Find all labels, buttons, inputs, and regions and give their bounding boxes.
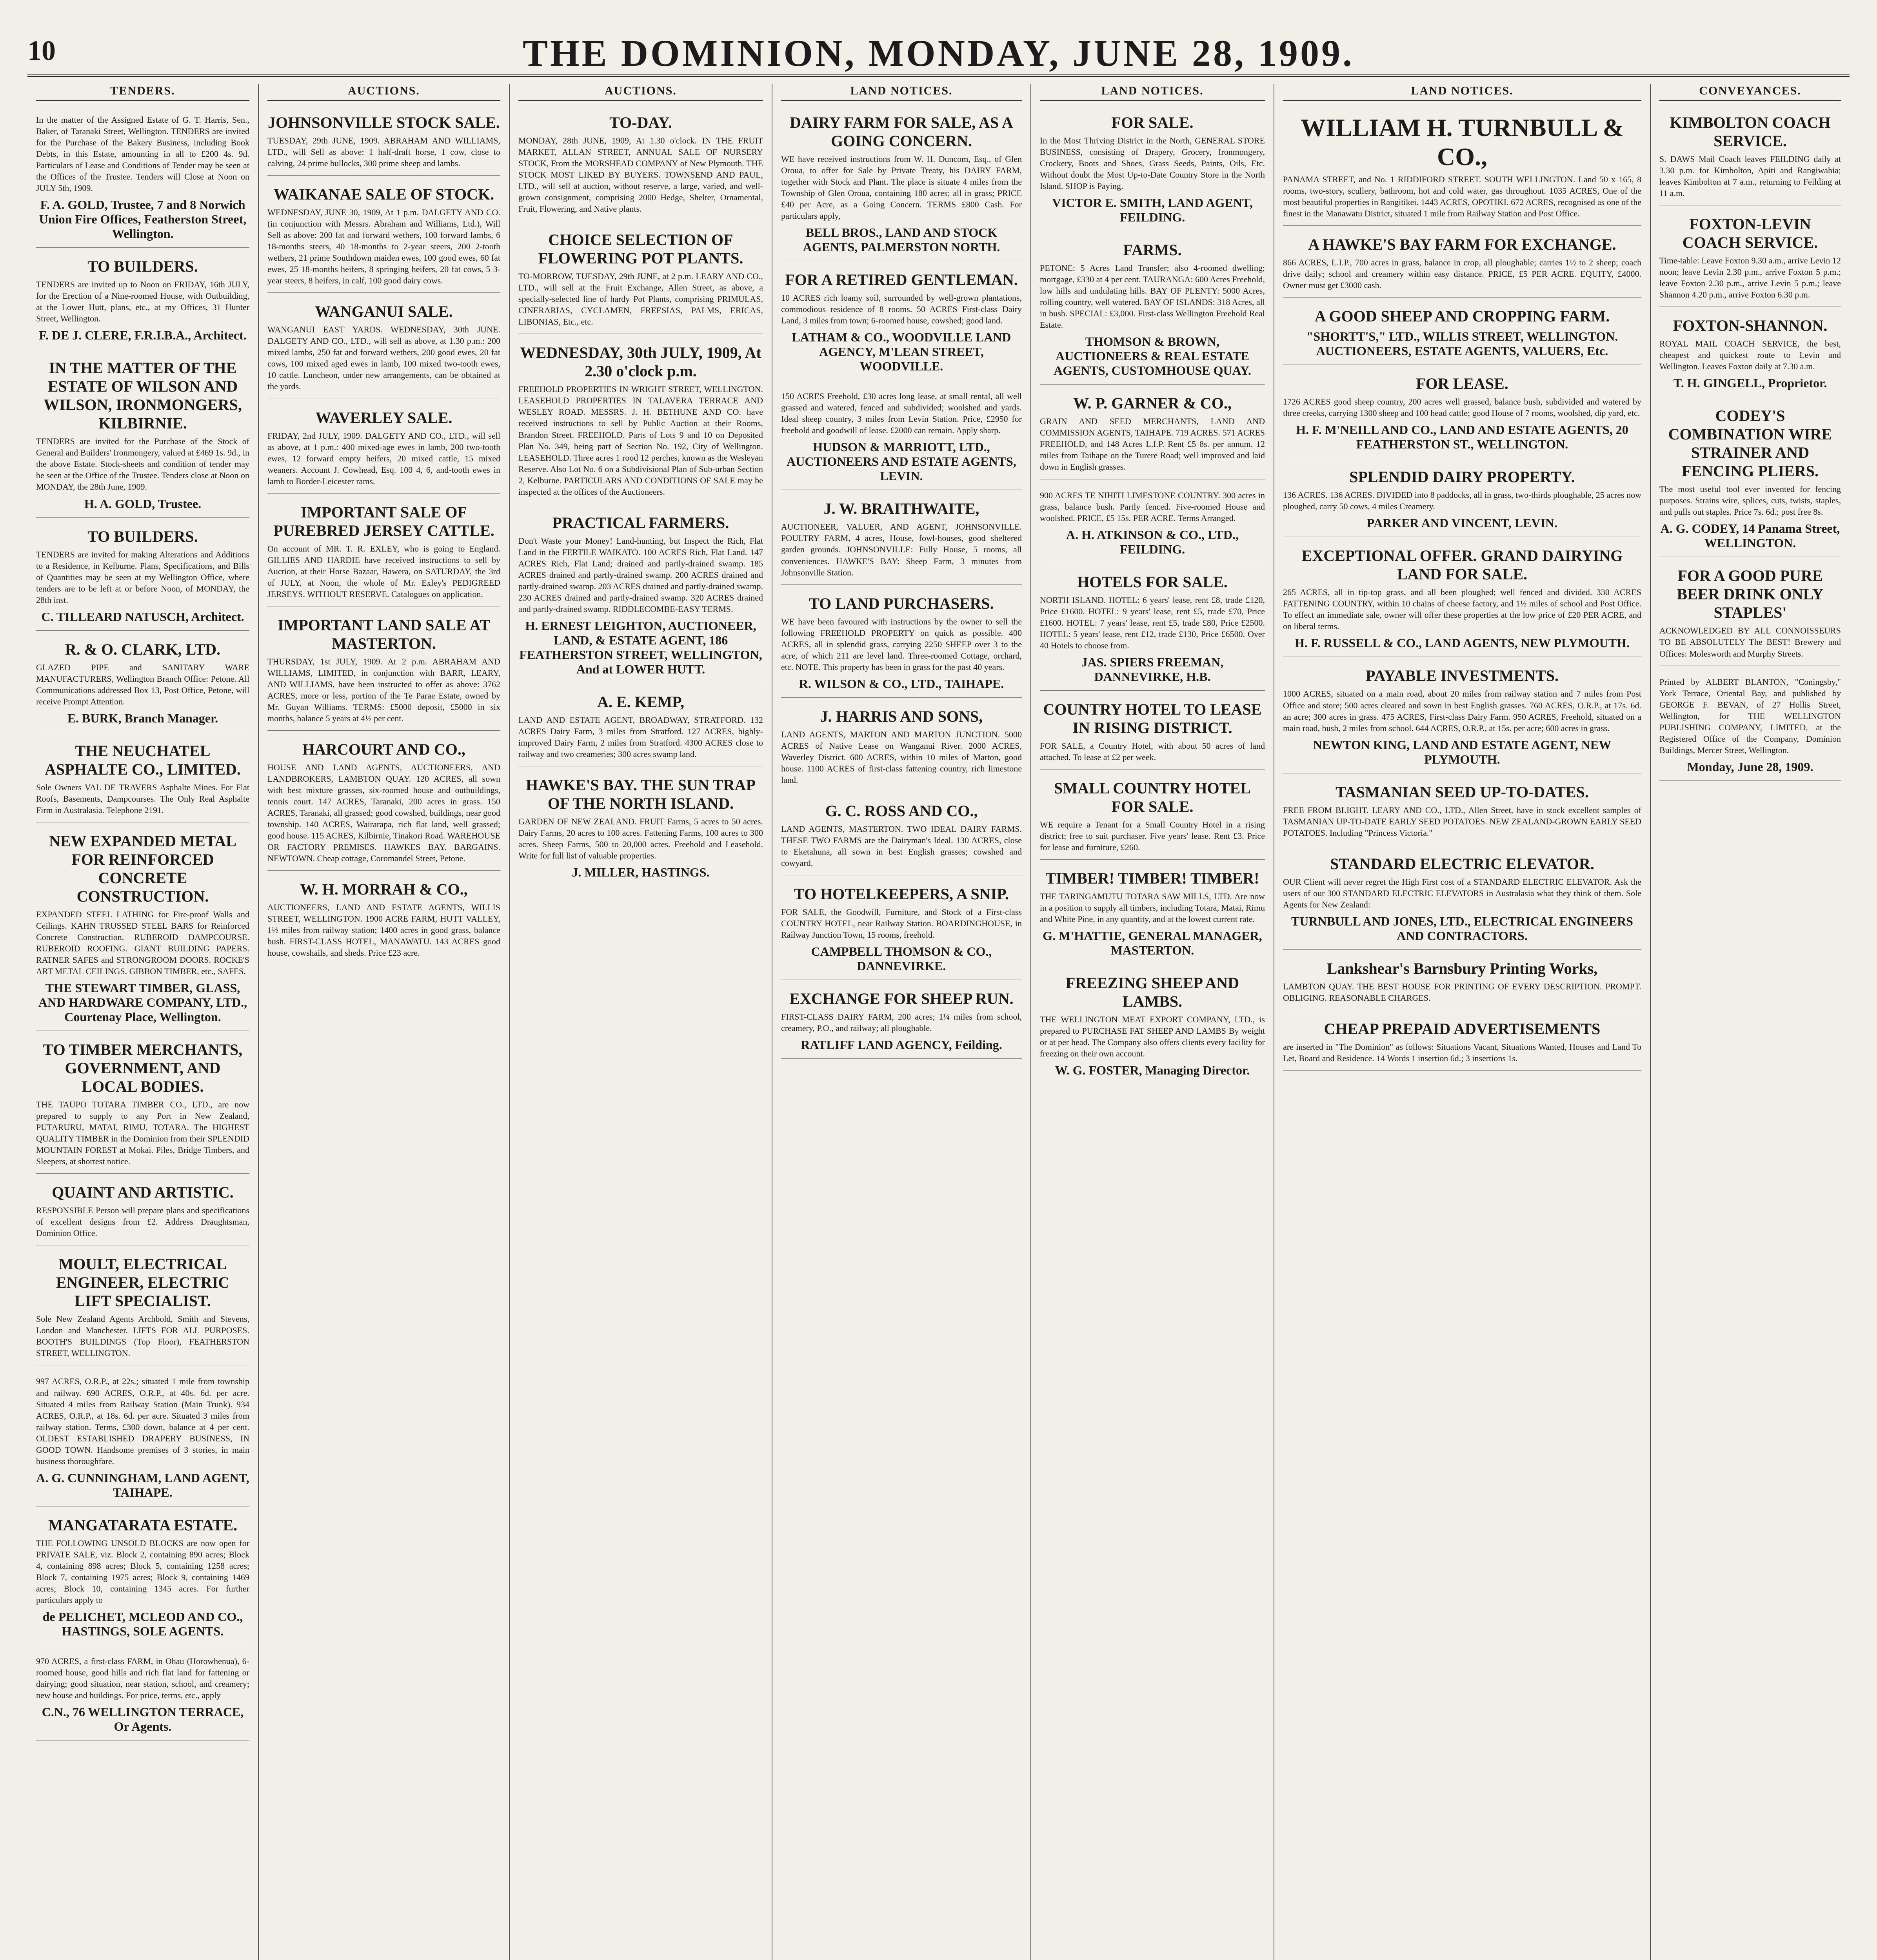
ad-body: Time-table: Leave Foxton 9.30 a.m., arrive Levin 12 noon; leave Levin 2.30 p.m., arrive Foxton 5 p.m.; leave Foxton 2.30 p.m., arrive Levin 5 p.m.; leave Shannon 4.20 p.m., arrive Foxton 6.30 p.m. [1659, 256, 1841, 300]
advertisement [518, 225, 763, 334]
advertisement [781, 879, 1022, 980]
ad-title: A. E. KEMP, [597, 693, 684, 711]
ad-body: HOUSE AND LAND AGENTS, AUCTIONEERS, AND LANDBROKERS, LAMBTON QUAY. 120 ACRES, all sown with best mixture grasses, six-roomed house and outbuildings, tennis court. 147 ACRES, Taranaki, 200 acres in grass. 150 ACRES, Taranaki, all grassed; good cowshed, buildings, near good township. 140 ACRES, Wairarapa, rich flat land, well grassed; good house. 115 ACRES, Kilbirnie, Tinakori Road. WAREHOUSE OR FACTORY PREMISES. HAWKES BAY. BARGAINS. NEWTOWN. Cheap cottage, Coromandel Street, Petone. [267, 762, 500, 864]
ad-body: 1726 ACRES good sheep country, 200 acres well grassed, balance bush, subdivided and watered by three creeks, carrying 1300 sheep and 100 head cattle; good House of 7 rooms, woolshed, dip yard, etc. [1283, 397, 1641, 418]
ad-advertiser: F. DE J. CLERE, F.R.I.B.A., Architect. [39, 328, 247, 343]
ad-title: EXCEPTIONAL OFFER. GRAND DAIRYING LAND FOR SALE. [1301, 547, 1623, 583]
ad-body: FIRST-CLASS DAIRY FARM, 200 acres; 1¼ miles from school, creamery, P.O., and railway; all ploughable. [781, 1012, 1022, 1033]
ad-title: W. H. MORRAH & CO., [300, 880, 468, 898]
ad-title: QUAINT AND ARTISTIC. [52, 1183, 234, 1201]
ad-body: WEDNESDAY, JUNE 30, 1909, At 1 p.m. DALGETY AND CO. (in conjunction with Messrs. Abraham and Williams, Ltd.), Will Sell as above: 200 fat and forward wethers, 100 forward lambs, 6 18-months steers, 40 18-months to 2-year steers, 200 2-tooth wethers, 21 prime Southdown maiden ewes, 100 good ewes, 60 fat ewes, 25 18-months heifers, 8 springing heifers, 20 fat cows, 5 3-year steers, 8 heifers, in calf, 100 good dairy cows. [267, 207, 500, 286]
ad-title: FOR LEASE. [1416, 375, 1508, 393]
ad-title: FOR A GOOD PURE BEER DRINK ONLY STAPLES' [1677, 567, 1824, 622]
ad-title: TO BUILDERS. [87, 258, 198, 276]
ad-body: TUESDAY, 29th JUNE, 1909. ABRAHAM AND WILLIAMS, LTD., will Sell as above: 1 half-draft horse, 1 cow, close to calving, 24 prime bullocks, 300 prime sheep and lambs. [267, 136, 500, 169]
ad-advertiser: R. WILSON & CO., LTD., TAIHAPE. [799, 676, 1004, 691]
advertisement [781, 796, 1022, 875]
ad-body: THE WELLINGTON MEAT EXPORT COMPANY, LTD., is prepared to PURCHASE FAT SHEEP AND LAMBS By weight or at per head. The Company also offers clients every facility for freezing on their own account. [1040, 1014, 1265, 1059]
page-number: 10 [27, 35, 56, 66]
ad-body: Don't Waste your Money! Land-hunting, but Inspect the Rich, Flat Land in the FERTILE WAIKATO. 100 ACRES Rich, Flat Land. 147 ACRES Rich, Flat Land; drained and partly-drained swamp. 185 ACRES drained and partly-drained swamp. 200 ACRES drained and partly-drained swamp. 203 ACRES drained and partly-drained swamp. 230 ACRES drained and partly-drained swamp. 320 ACRES drained and partly-drained swamp. RIDDLECOMBE-EASY TERMS. [518, 535, 763, 614]
advertisement [36, 108, 249, 248]
ad-body: On account of MR. T. R. EXLEY, who is going to England. GILLIES AND HARDIE have received instructions to sell by Auction, at their Horse Bazaar, Hawera, on SATURDAY, the 3rd of JULY, at Noon, the whole of Mr. Exley's PEDIGREED JERSEYS. WITHOUT RESERVE. Catalogues on application. [267, 543, 500, 599]
ad-body: PANAMA STREET, and No. 1 RIDDIFORD STREET. SOUTH WELLINGTON. Land 50 x 165, 8 rooms, two-story, scullery, bathroom, hot and cold water, gas throughout. 1035 ACRES, One of the most beautiful properties in Rangitikei. 1443 ACRES, OPOTIKI. 672 ACRES, recognised as one of the finest in the Manawatu District, situated 1 mile from Railway Station and Post Office. [1283, 174, 1641, 219]
masthead [27, 27, 1850, 77]
ad-advertiser: H. F. M'NEILL AND CO., LAND AND ESTATE AGENTS, 20 FEATHERSTON ST., WELLINGTON. [1296, 423, 1628, 452]
column-heading: AUCTIONS. [518, 84, 763, 101]
ad-title: CHEAP PREPAID ADVERTISEMENTS [1324, 1020, 1601, 1038]
column-7 [1651, 84, 1850, 1960]
advertisement [36, 353, 249, 517]
ad-body: 150 ACRES Freehold, £30 acres long lease, at small rental, all well grassed and watered, fenced and subdivided; woolshed and yards. Ideal sheep country, 3 miles from Levin Station. Price, £2950 for freehold and goodwill of lease. £2000 can remain. Apply sharp. [781, 391, 1022, 436]
column-1 [27, 84, 259, 1960]
ad-body: GRAIN AND SEED MERCHANTS, LAND AND COMMISSION AGENTS, TAIHAPE. 719 ACRES. 571 ACRES FREEHOLD, and 148 Acres L.I.P. Rent £5 8s. per annum. 12 miles from Taihape on the Turere Road; well improved and laid down in English grasses. [1040, 416, 1265, 472]
advertisement [267, 875, 500, 965]
ad-body: THE TAUPO TOTARA TIMBER CO., LTD., are now prepared to supply to any Port in New Zealand, PUTARURU, MATAI, RIMU, TOTARA. The HIGHEST QUALITY TIMBER in the Dominion from their SPLENDID MOUNTAIN FOREST at Mokai. Piles, Bridge Timbers, and Sleepers, at shortest notice. [36, 1100, 249, 1167]
ad-advertiser: THOMSON & BROWN, AUCTIONEERS & REAL ESTATE AGENTS, CUSTOMHOUSE QUAY. [1054, 334, 1251, 378]
advertisement [1659, 561, 1841, 666]
ad-title: IMPORTANT SALE OF PUREBRED JERSEY CATTLE. [273, 503, 494, 539]
ad-body: In the Most Thriving District in the North, GENERAL STORE BUSINESS, consisting of Drapery, Grocery, Ironmongery, Crockery, Boots and Shoes, Grass Seeds, Paints, Oils, Etc. Without doubt the Most Up-to-Date Country Store in the North Island. SHOP is Paying. [1040, 136, 1265, 191]
ad-body: GLAZED PIPE and SANITARY WARE MANUFACTURERS, Wellington Branch Office: Petone. All Communications addressed Box 13, Post Office, Petone, will receive Prompt Attention. [36, 662, 249, 706]
advertisement [36, 1035, 249, 1174]
ad-title: DAIRY FARM FOR SALE, AS A GOING CONCERN. [790, 114, 1013, 150]
ad-advertiser: C. TILLEARD NATUSCH, Architect. [41, 609, 244, 624]
ad-title: WAIKANAE SALE OF STOCK. [273, 185, 494, 203]
ad-title: TO HOTELKEEPERS, A SNIP. [794, 885, 1009, 903]
ad-advertiser: HUDSON & MARRIOTT, LTD., AUCTIONEERS AND ESTATE AGENTS, LEVIN. [787, 440, 1016, 483]
advertisement [518, 508, 763, 683]
ad-title: WAVERLEY SALE. [315, 408, 452, 426]
ad-title: CODEY'S COMBINATION WIRE STRAINER AND FENCING PLIERS. [1668, 407, 1832, 480]
advertisement [1659, 670, 1841, 781]
advertisement [781, 702, 1022, 792]
ad-body: WE have been favoured with instructions by the owner to sell the following FREEHOLD PROPERTY on quick as possible. 400 ACRES, all in splendid grass, carrying 2250 SHEEP over 3 to the acre, of which 211 are level land. Three-roomed Cottage, orchard, etc. NOTE. This property has been in grass for the past 40 years. [781, 616, 1022, 672]
ad-title: TASMANIAN SEED UP-TO-DATES. [1336, 783, 1589, 801]
ad-body: TENDERS are invited up to Noon on FRIDAY, 16th JULY, for the Erection of a Nine-roomed House, with Outbuilding, at the Lower Hutt, plans, etc., at my Offices, 31 Hunter Street, Wellington. [36, 279, 249, 324]
advertisement [518, 687, 763, 766]
advertisement [1040, 235, 1265, 385]
ad-body: WE have received instructions from W. H. Duncom, Esq., of Glen Oroua, to offer for Sale by Private Treaty, his DAIRY FARM, together with Stock and Plant. The place is situate 4 miles from the Township of Glen Oroua, containing 180 acres; all in grass; PRICE £40 per Acre, as a Going Concern. TERMS £800 Cash. For particulars apply, [781, 154, 1022, 221]
ad-body: THURSDAY, 1st JULY, 1909. At 2 p.m. ABRAHAM AND WILLIAMS, LIMITED, in conjunction with BARR, LEARY, AND WILLIAMS, have been instructed to offer as above: 3762 ACRES, more or less, portion of the Te Parae Estate, owned by Mr. Guyan Williams. TERMS: £5000 deposit, £5000 in six months, balance 5 years at 4½ per cent. [267, 656, 500, 723]
advertisement [1283, 541, 1641, 657]
ad-title: TO-DAY. [609, 114, 672, 131]
advertisement [1283, 777, 1641, 845]
advertisement [267, 180, 500, 293]
ad-title: THE NEUCHATEL ASPHALTE CO., LIMITED. [45, 742, 241, 778]
ad-advertiser: H. F. RUSSELL & CO., LAND AGENTS, NEW PLYMOUTH. [1294, 636, 1630, 650]
ad-title: TO LAND PURCHASERS. [809, 594, 994, 612]
advertisement [1283, 849, 1641, 950]
ad-body: 136 ACRES. 136 ACRES. DIVIDED into 8 paddocks, all in grass, two-thirds ploughable, 25 acres now ploughed, carry 50 cows, 4 miles Creamery. [1283, 490, 1641, 512]
ad-body: 866 ACRES, L.I.P., 700 acres in grass, balance in crop, all ploughable; carries 1½ to 2 sheep; coach drive daily; school and creamery within easy distance. PRICE, £5 PER ACRE. EQUITY, £4000. Owner must get £3000 cash. [1283, 258, 1641, 290]
ad-title: JOHNSONVILLE STOCK SALE. [268, 114, 500, 131]
ad-title: SMALL COUNTRY HOTEL FOR SALE. [1054, 779, 1251, 815]
column-heading: CONVEYANCES. [1659, 84, 1841, 101]
advertisement [1659, 108, 1841, 205]
advertisement [1040, 108, 1265, 231]
advertisement [518, 338, 763, 504]
column-heading: LAND NOTICES. [1283, 84, 1641, 101]
ad-body: OUR Client will never regret the High First cost of a STANDARD ELECTRIC ELEVATOR. Ask the users of our 300 STANDARD ELECTRIC ELEVATORS in Australasia what they think of them. Sole Agents for New Zealand: [1283, 877, 1641, 909]
column-heading: AUCTIONS. [267, 84, 500, 101]
ad-advertiser: BELL BROS., LAND AND STOCK AGENTS, PALMERSTON NORTH. [803, 225, 1000, 254]
advertisement [1659, 209, 1841, 307]
ad-body: FOR SALE, the Goodwill, Furniture, and Stock of a First-class COUNTRY HOTEL, near Railway Station. BOARDINGHOUSE, in Railway Junction Town, 15 rooms, freehold. [781, 907, 1022, 940]
ad-title: WEDNESDAY, 30th JULY, 1909, At 2.30 o'clock p.m. [520, 344, 761, 380]
ad-advertiser: Monday, June 28, 1909. [1687, 759, 1813, 774]
advertisement [1040, 483, 1265, 563]
ad-title: FARMS. [1123, 241, 1182, 259]
column-area [27, 84, 1850, 1960]
ad-advertiser: THE STEWART TIMBER, GLASS, AND HARDWARE COMPANY, LTD., Courtenay Place, Wellington. [38, 981, 247, 1024]
advertisement [781, 589, 1022, 698]
ad-advertiser: H. ERNEST LEIGHTON, AUCTIONEER, LAND, & ESTATE AGENT, 186 FEATHERSTON STREET, WELLINGTON, And at LOWER HUTT. [519, 618, 762, 676]
ad-advertiser: de PELICHET, MCLEOD AND CO., HASTINGS, SOLE AGENTS. [42, 1609, 243, 1638]
ad-body: LAND AND ESTATE AGENT, BROADWAY, STRATFORD. 132 ACRES Dairy Farm, 3 miles from Stratford. 127 ACRES, highly-improved Dairy Farm, 2 miles from Stratford. 4300 ACRES close to railway and two creameries; 300 acres swamp land. [518, 715, 763, 759]
ad-body: THE FOLLOWING UNSOLD BLOCKS are now open for PRIVATE SALE, viz. Block 2, containing 890 acres; Block 4, containing 898 acres; Block 5, containing 1258 acres; Block 7, containing 1975 acres; Block 9, containing 1469 acres; Block 10, containing 1345 acres. For further particulars apply to [36, 1538, 249, 1605]
ad-body: TENDERS are invited for the Purchase of the Stock of General and Builders' Ironmongery, valued at £469 1s. 9d., in the above Estate. Stock-sheets and condition of tender may be seen at the Office of the Trustee. Tenders close at Noon on MONDAY, the 28th June, 1909. [36, 436, 249, 492]
ad-title: FOR A RETIRED GENTLEMAN. [785, 271, 1018, 289]
column-heading: TENDERS. [36, 84, 249, 101]
ad-body: ROYAL MAIL COACH SERVICE, the best, cheapest and quickest route to Levin and Wellington. Leaves Foxton daily at 7.30 a.m. [1659, 339, 1841, 372]
ad-title: NEW EXPANDED METAL FOR REINFORCED CONCRETE CONSTRUCTION. [49, 832, 236, 905]
ad-title: HAWKE'S BAY. THE SUN TRAP OF THE NORTH ISLAND. [526, 776, 756, 813]
ad-body: FREE FROM BLIGHT. LEARY AND CO., LTD., Allen Street, have in stock excellent samples of TASMANIAN UP-TO-DATE EARLY SEED POTATOES. NEW ZEALAND-GROWN EARLY SEED POTATOES. Including "Princess Victoria." [1283, 805, 1641, 838]
advertisement [1283, 301, 1641, 365]
advertisement [1283, 108, 1641, 226]
ad-title: PRACTICAL FARMERS. [552, 514, 729, 532]
advertisement [267, 297, 500, 399]
ad-body: FRIDAY, 2nd JULY, 1909. DALGETY AND CO., LTD., will sell as above, at 1 p.m.: 400 mixed-age ewes in lamb, 200 two-tooth ewes, 12 forward empty heifers, 20 mixed cattle, 15 mixed weaners. Account J. Cowhead, Esq. 100 4, 6, and-tooth ewes in lamb to Border-Leicester rams. [267, 430, 500, 486]
advertisement [36, 1369, 249, 1506]
ad-body: are inserted in "The Dominion" as follows: Situations Vacant, Situations Wanted, Houses and Land To Let, Board and Residence. 14 Words 1 insertion 6d.; 3 insertions 1s. [1283, 1042, 1641, 1063]
ad-body: AUCTIONEER, VALUER, AND AGENT, JOHNSONVILLE. POULTRY FARM, 4 acres, House, fowl-houses, good sheltered garden grounds. JOHNSONVILLE: Fully House, 5 rooms, all conveniences. HAWKE'S BAY: Sheep Farm, 3 minutes from Johnsonville Station. [781, 522, 1022, 577]
ad-advertiser: A. G. CUNNINGHAM, LAND AGENT, TAIHAPE. [36, 1470, 249, 1499]
ad-body: S. DAWS Mail Coach leaves FEILDING daily at 3.30 p.m. for Kimbolton, Apiti and Rangiwahia; leaves Kimbolton at 7 a.m., returning to Feilding at 11 a.m. [1659, 154, 1841, 198]
column-heading: LAND NOTICES. [1040, 84, 1265, 101]
ad-title: KIMBOLTON COACH SERVICE. [1670, 114, 1831, 150]
ad-body: WE require a Tenant for a Small Country Hotel in a rising district; free to suit purchaser. Five years' lease. Rent £3. Price for lease and furniture, £260. [1040, 819, 1265, 852]
advertisement [36, 1178, 249, 1245]
column-2 [259, 84, 510, 1960]
advertisement [1283, 369, 1641, 458]
ad-title: FOXTON-SHANNON. [1673, 317, 1828, 335]
advertisement [781, 494, 1022, 584]
ad-advertiser: RATLIFF LAND AGENCY, Feilding. [801, 1038, 1002, 1052]
ad-title: IMPORTANT LAND SALE AT MASTERTON. [277, 616, 490, 652]
advertisement [1659, 401, 1841, 557]
ad-title: FREEZING SHEEP AND LAMBS. [1065, 974, 1239, 1010]
advertisement [1283, 954, 1641, 1010]
advertisement [1040, 388, 1265, 479]
ad-advertiser: T. H. GINGELL, Proprietor. [1673, 376, 1827, 390]
ad-body: LAND AGENTS, MARTON AND MARTON JUNCTION. 5000 ACRES of Native Lease on Wanganui River. 2000 ACRES, Waverley District. 600 ACRES, within 10 miles of Marton, good house. 1100 ACRES of first-class fattening country, rich limestone land. [781, 729, 1022, 785]
advertisement [781, 384, 1022, 490]
ad-body: LAMBTON QUAY. THE BEST HOUSE FOR PRINTING OF EVERY DESCRIPTION. PROMPT. OBLIGING. REASONABLE CHARGES. [1283, 981, 1641, 1003]
ad-title: J. W. BRAITHWAITE, [823, 500, 979, 518]
ad-body: 997 ACRES, O.R.P., at 22s.; situated 1 mile from township and railway. 690 ACRES, O.R.P., at 40s. 6d. per acre. Situated 4 miles from Railway Station (Main Trunk). 934 ACRES, O.R.P., at 18s. 6d. per acre. Situated 3 miles from railway station. Terms, £300 down, balance at 4 per cent. OLDEST ESTABLISHED DRAPERY BUSINESS, IN GOOD TOWN. Handsome premises of 3 stories, in main business thoroughfare. [36, 1376, 249, 1466]
ad-title: COUNTRY HOTEL TO LEASE IN RISING DISTRICT. [1043, 700, 1262, 737]
advertisement [1283, 1014, 1641, 1071]
advertisement [1283, 230, 1641, 298]
ad-body: THE TARINGAMUTU TOTARA SAW MILLS, LTD. Are now in a position to supply all timbers, including Totara, Matai, Rimu and White Pine, in any quantity, and at the lowest current rate. [1040, 891, 1265, 924]
ad-advertiser: F. A. GOLD, Trustee, 7 and 8 Norwich Union Fire Offices, Featherston Street, Wellington. [39, 198, 247, 241]
ad-body: AUCTIONEERS, LAND AND ESTATE AGENTS, WILLIS STREET, WELLINGTON. 1900 ACRE FARM, HUTT VALLEY, 1½ miles from railway station; 1400 acres in good grass, balance bush. FIRST-CLASS HOTEL, MANAWATU. 143 ACRES good house, cowshails, and sheds. Price £23 acre. [267, 902, 500, 958]
ad-body: RESPONSIBLE Person will prepare plans and specifications of excellent designs from £2. Address Draughtsman, Dominion Office. [36, 1205, 249, 1238]
ad-body: WANGANUI EAST YARDS. WEDNESDAY, 30th JUNE. DALGETY AND CO., LTD., will sell as above, at 1.30 p.m.: 200 mixed lambs, 250 fat and forward wethers, 200 good ewes, 20 fat cows, 100 mixed aged ewes in lamb, 100 mixed two-tooth ewes, 10 cattle. Luncheon, under new arrangements, can be obtained at the yards. [267, 325, 500, 392]
ad-advertiser: A. G. CODEY, 14 Panama Street, WELLINGTON. [1660, 521, 1840, 550]
ad-body: 970 ACRES, a first-class FARM, in Ohau (Horowhenua), 6-roomed house, good hills and rich flat land for fattening or dairying; good situation, near station, school, and creamery; new house and buildings. For price, terms, etc., apply [36, 1656, 249, 1700]
ad-advertiser: E. BURK, Branch Manager. [67, 711, 218, 725]
advertisement [1040, 968, 1265, 1084]
ad-advertiser: G. M'HATTIE, GENERAL MANAGER, MASTERTON. [1043, 929, 1262, 957]
column-4 [772, 84, 1031, 1960]
column-6 [1274, 84, 1651, 1960]
ad-advertiser: TURNBULL AND JONES, LTD., ELECTRICAL ENGINEERS AND CONTRACTORS. [1291, 914, 1633, 943]
advertisement [1659, 311, 1841, 397]
ad-title: HARCOURT AND CO., [302, 740, 465, 758]
ad-advertiser: LATHAM & CO., WOODVILLE LAND AGENCY, M'LEAN STREET, WOODVILLE. [792, 330, 1011, 374]
advertisement [781, 984, 1022, 1059]
ad-advertiser: NEWTON KING, LAND AND ESTATE AGENT, NEW PLYMOUTH. [1313, 737, 1612, 766]
ad-body: FOR SALE, a Country Hotel, with about 50 acres of land attached. To lease at £2 per week. [1040, 740, 1265, 762]
advertisement [36, 1249, 249, 1365]
ad-advertiser: A. H. ATKINSON & CO., LTD., FEILDING. [1066, 527, 1239, 556]
ad-body: TENDERS are invited for making Alterations and Additions to a Residence, in Kelburne. Plans, Specifications, and Bills of Quantities may be seen at my Wellington Office, where tenders are to be left at or before Noon, of MONDAY, the 28th inst. [36, 549, 249, 605]
advertisement [1283, 661, 1641, 773]
ad-title: Lankshear's Barnsbury Printing Works, [1326, 959, 1598, 977]
advertisement [518, 770, 763, 886]
ad-body: Sole New Zealand Agents Archbold, Smith and Stevens, London and Manchester. LIFTS FOR ALL PURPOSES. BOOTH'S BUILDINGS (Top Floor), FEATHERSTON STREET, WELLINGTON. [36, 1314, 249, 1358]
advertisement [36, 1649, 249, 1740]
ad-body: In the matter of the Assigned Estate of G. T. Harris, Sen., Baker, of Taranaki Street, Wellington. TENDERS are invited for the Purchase of the Bakery Business, including Book Debts, in this Estate, amounting in all to £200 4s. 9d. Particulars of Lease and Conditions of Tender may be seen at the Offices of the Trustee. Tenders will Close at Noon on JULY 5th, 1909. [36, 115, 249, 193]
advertisement [267, 497, 500, 606]
ad-title: IN THE MATTER OF THE ESTATE OF WILSON AND WILSON, IRONMONGERS, KILBIRNIE. [44, 359, 242, 432]
ad-title: MOULT, ELECTRICAL ENGINEER, ELECTRIC LIFT SPECIALIST. [56, 1255, 230, 1310]
ad-body: TO-MORROW, TUESDAY, 29th JUNE, at 2 p.m. LEARY AND CO., LTD., will sell at the Fruit Exchange, Allen Street, as above, a specially-selected line of hardy Pot Plants, comprising PRIMULAS, CINERARIAS, CYCLAMEN, FREESIAS, PALMS, ERICAS, LIBONIAS, Etc., etc. [518, 271, 763, 327]
ad-body: FREEHOLD PROPERTIES IN WRIGHT STREET, WELLINGTON. LEASEHOLD PROPERTIES IN TALAVERA TERRACE AND WESLEY ROAD. MESSRS. J. H. BETHUNE AND CO. have received instructions to sell by Public Auction at their Rooms, Brandon Street. FREEHOLD. Parts of Lots 9 and 10 on Deposited Plan No. 349, being part of Section No. 192, City of Wellington. LEASEHOLD. Three acres 1 rood 12 perches, known as the Wesleyan Reserve. Also Lot No. 6 on a Subdivisional Plan of Sub-urban Section 2, Kelburne. PARTICULARS AND CONDITIONS OF SALE may be inspected at the offices of the Auctioneers. [518, 384, 763, 497]
advertisement [1040, 864, 1265, 964]
ad-title: CHOICE SELECTION OF FLOWERING POT PLANTS. [538, 231, 743, 267]
ad-advertiser: VICTOR E. SMITH, LAND AGENT, FEILDING. [1052, 196, 1253, 225]
advertisement [781, 108, 1022, 261]
ad-title: MANGATARATA ESTATE. [48, 1516, 238, 1534]
ad-advertiser: C.N., 76 WELLINGTON TERRACE, Or Agents. [42, 1705, 244, 1734]
advertisement [267, 108, 500, 176]
column-5 [1031, 84, 1274, 1960]
ad-title: WANGANUI SALE. [315, 303, 453, 321]
ad-title: EXCHANGE FOR SHEEP RUN. [789, 990, 1014, 1008]
ad-title: HOTELS FOR SALE. [1077, 573, 1228, 591]
ad-title: J. HARRIS AND SONS, [820, 707, 983, 725]
ad-advertiser: J. MILLER, HASTINGS. [572, 865, 710, 880]
ad-title: R. & O. CLARK, LTD. [65, 640, 221, 658]
ad-title: A HAWKE'S BAY FARM FOR EXCHANGE. [1308, 236, 1616, 254]
advertisement [267, 610, 500, 731]
ad-body: NORTH ISLAND. HOTEL: 6 years' lease, rent £8, trade £120, Price £1600. HOTEL: 9 years' lease, rent £5, trade £70, Price £1600. HOTEL: 7 years' lease, rent £5, trade £80, Price £2500. HOTEL: 5 years' lease, rent £12, trade £130, Price £6500. Over 40 Hotels to choose from. [1040, 595, 1265, 650]
ad-body: 900 ACRES TE NIHITI LIMESTONE COUNTRY. 300 acres in grass, balance bush. Partly fenced. Five-roomed House and woolshed. PRICE, £5 15s. PER ACRE. Terms Arranged. [1040, 490, 1265, 523]
ad-title: FOXTON-LEVIN COACH SERVICE. [1682, 215, 1818, 252]
ad-title: STANDARD ELECTRIC ELEVATOR. [1330, 855, 1594, 873]
ad-advertiser: PARKER AND VINCENT, LEVIN. [1366, 516, 1558, 530]
advertisement [36, 252, 249, 349]
ad-title: WILLIAM H. TURNBULL & CO., [1301, 114, 1624, 171]
ad-title: A GOOD SHEEP AND CROPPING FARM. [1314, 307, 1610, 325]
ad-body: GARDEN OF NEW ZEALAND. FRUIT Farms, 5 acres to 50 acres. Dairy Farms, 20 acres to 100 acres. Fattening Farms, 100 acres to 300 acres. Sheep Farms, 500 to 20,000 acres. Freehold and Leasehold. Write for full list of valuable properties. [518, 817, 763, 861]
ad-title: TIMBER! TIMBER! TIMBER! [1045, 869, 1259, 887]
ad-advertiser: JAS. SPIERS FREEMAN, DANNEVIRKE, H.B. [1081, 655, 1224, 684]
ad-title: TO TIMBER MERCHANTS, GOVERNMENT, AND LOCAL BODIES. [43, 1041, 243, 1096]
column-heading: LAND NOTICES. [781, 84, 1022, 101]
ad-body: LAND AGENTS, MASTERTON. TWO IDEAL DAIRY FARMS. THESE TWO FARMS are the Dairyman's Ideal. 130 ACRES, close to Eketahuna, all sown in best English grasses; cowshed and cowyard. [781, 824, 1022, 868]
ad-title: SPLENDID DAIRY PROPERTY. [1349, 468, 1575, 486]
ad-body: MONDAY, 28th JUNE, 1909, At 1.30 o'clock. IN THE FRUIT MARKET, ALLAN STREET, ANNUAL SALE OF NURSERY STOCK, From the MORSHEAD COMPANY of New Plymouth. THE STOCK MOST LIKED BY BUYERS. TOWNSEND AND PAUL, LTD., will sell at auction, without reserve, a large, varied, and well-grown consignment, comprising 2000 Hedge, Shelter, Ornamental, Fruit, Flowering, and Native plants. [518, 136, 763, 214]
advertisement [1040, 695, 1265, 769]
ad-body: 265 ACRES, all in tip-top grass, and all been ploughed; well fenced and divided. 330 ACRES FATTENING COUNTRY, within 10 chains of cheese factory, and 1½ miles of school and Post Office. To effect an immediate sale, owner will offer these properties at the low price of £20 PER ACRE, and on liberal terms. [1283, 587, 1641, 632]
advertisement [36, 1510, 249, 1645]
ad-advertiser: "SHORTT'S," LTD., WILLIS STREET, WELLINGTON. AUCTIONEERS, ESTATE AGENTS, VALUERS, Etc. [1306, 329, 1618, 358]
ad-title: W. P. GARNER & CO., [1073, 394, 1232, 412]
advertisement [36, 522, 249, 631]
newspaper-title: THE DOMINION, MONDAY, JUNE 28, 1909. [522, 32, 1355, 74]
advertisement [1040, 773, 1265, 860]
advertisement [36, 826, 249, 1031]
ad-title: TO BUILDERS. [87, 527, 198, 545]
ad-body: 1000 ACRES, situated on a main road, about 20 miles from railway station and 7 miles from Post Office and store; 500 acres cleared and sown in best English grasses. 760 ACRES, O.R.P., at 17s. 6d. an acre; 300 acres in grass. 475 ACRES, First-class Dairy Farm. 950 ACRES, Freehold, situated on a main road, bush, 2 miles from school. 644 ACRES, O.R.P., at 15s. per acre; 600 acres in grass. [1283, 689, 1641, 733]
ad-advertiser: CAMPBELL THOMSON & CO., DANNEVIRKE. [811, 944, 992, 973]
ad-advertiser: W. G. FOSTER, Managing Director. [1055, 1063, 1250, 1078]
advertisement [267, 735, 500, 871]
advertisement [36, 736, 249, 822]
ad-advertiser: H. A. GOLD, Trustee. [84, 496, 202, 511]
advertisement [1283, 462, 1641, 537]
advertisement [267, 403, 500, 494]
ad-body: Sole Owners VAL DE TRAVERS Asphalte Mines. For Flat Roofs, Basements, Dampcourses. The Only Real Asphalte Firm in Australasia. Telephone 2191. [36, 782, 249, 815]
ad-body: ACKNOWLEDGED BY ALL CONNOISSEURS TO BE ABSOLUTELY The BEST! Brewery and Offices: Molesworth and Murphy Streets. [1659, 626, 1841, 659]
advertisement [36, 635, 249, 732]
ad-body: 10 ACRES rich loamy soil, surrounded by well-grown plantations, commodious residence of 8 rooms. 50 ACRES First-class Dairy Land, 3 miles from town; 6-roomed house, cowshed; good land. [781, 293, 1022, 326]
ad-title: G. C. ROSS AND CO., [825, 802, 978, 820]
ad-body: PETONE: 5 Acres Land Transfer; also 4-roomed dwelling; mortgage, £330 at 4 per cent. TAURANGA: 600 Acres Freehold, low hills and undulating hills. BAY OF PLENTY: 5000 Acres, rolling country, well watered. BAY OF ISLANDS: 318 Acres, all in bush. SPECIAL: £3,000. First-class Wellington Freehold Real Estate. [1040, 263, 1265, 330]
ad-body: The most useful tool ever invented for fencing purposes. Strains wire, splices, cuts, twists, staples, and pulls out staples. Price 7s. 6d.; post free 8s. [1659, 484, 1841, 517]
ad-title: FOR SALE. [1111, 114, 1194, 131]
ad-body: EXPANDED STEEL LATHING for Fire-proof Walls and Ceilings. KAHN TRUSSED STEEL BARS for Reinforced Concrete Construction. RUBEROID DAMPCOURSE. RUBEROID ROOFING. GIANT BUILDING PAPERS. RATNER SAFES and STRONGROOM DOORS. ROCKE'S ART METAL CEILINGS. GIBBON TIMBER, etc., SAFES. [36, 909, 249, 976]
advertisement [1040, 567, 1265, 691]
column-3 [510, 84, 772, 1960]
advertisement [518, 108, 763, 221]
ad-body: Printed by ALBERT BLANTON, "Coningsby," York Terrace, Oriental Bay, and published by GEORGE F. BEVAN, of 27 Hollis Street, Wellington, for THE WELLINGTON PUBLISHING COMPANY, LIMITED, at the Registered Office of the Company, Dominion Buildings, Mercer Street, Wellington. [1659, 677, 1841, 755]
ad-title: PAYABLE INVESTMENTS. [1365, 667, 1559, 685]
advertisement [781, 265, 1022, 380]
